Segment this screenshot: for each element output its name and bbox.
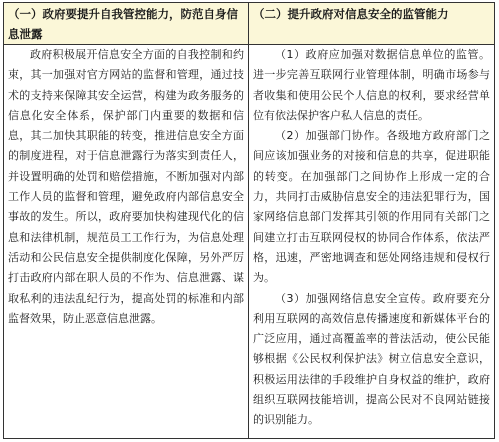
right-paragraph-2: （2）加强部门协作。各级地方政府部门之间应该加强业务的对接和信息的共享，促进职能的转变。在加强部门之间协作上形成一定的合力，共同打击威胁信息安全的违法犯罪行为，国家网络信息部门发挥其引领的作用同有关部门之间建立打击互联网侵权的协同合作体系，依法严格，迅速，严密地调查和惩处网络违规和侵权行为。: [253, 129, 490, 285]
left-paragraph: 政府积极展开信息安全方面的自我控制和约束，其一加强对官方网站的监督和管理，通过技术的支持来保障其安全运营，构建为政务服务的信息化安全体系，保护部门内重要的数据和信息，其二加快其职能的转变，推进信息安全方面的制度进程，对于信息泄露行为落实到责任人，并设置明确的处罚和赔偿措施，不断加强对内部工作人员的监督和管理，避免政府内部信息安全事故的发生。所以，政府要加快构建现代化的信息和法律机制，规范员工工作行为，为信息处理活动和公民信息安全提供制度化保障，另外严厉打击政府内部在职人员的不作为、信息泄露、谋取私利的违法乱纪行为，提高处罚的标准和内部监督效果，防止恶意信息泄露。: [8, 48, 244, 325]
left-column: [4, 3, 249, 438]
right-body: [249, 45, 494, 431]
right-paragraph-1: （1）政府应加强对数据信息单位的监管。进一步完善互联网行业管理体制，明确市场参与者收集和使用公民个人信息的权利，要求经营单位有依法保护客户私人信息的责任。: [253, 48, 490, 122]
right-heading: （二）提升政府对信息安全的监管能力: [249, 3, 494, 45]
right-paragraph-3: （3）加强网络信息安全宣传。政府要充分利用互联网的高效信息传播速度和新媒体平台的广泛应用，通过高覆盖率的普法活动，使公民能够根据《公民权利保护法》树立信息安全意识，积极运用法律的手段维护自身权益的维护，政府组织互联网技能培训，提高公民对不良网站链接的识别能力。: [253, 291, 490, 427]
left-heading: （一）政府要提升自我管控能力，防范自身信息泄露: [4, 3, 248, 45]
right-column: [249, 3, 494, 438]
comparison-table: [3, 2, 495, 439]
left-body: [4, 45, 248, 329]
